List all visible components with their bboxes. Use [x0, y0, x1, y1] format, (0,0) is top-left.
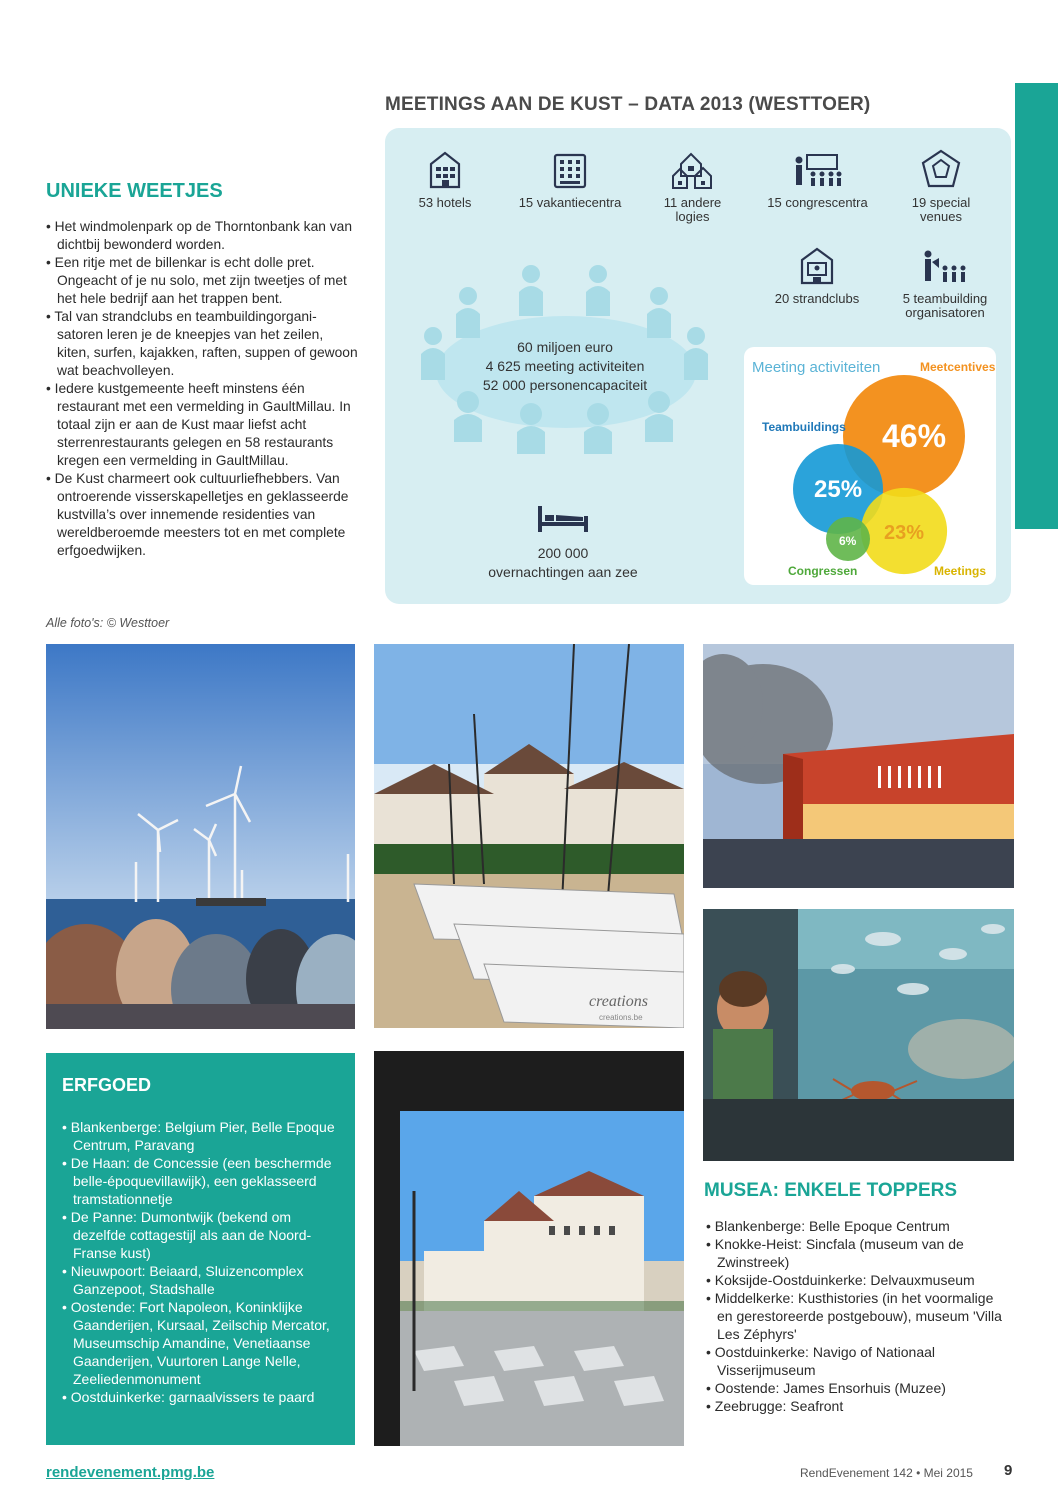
boat-brand-url: creations.be [599, 1013, 643, 1022]
weetjes-list [46, 218, 358, 560]
beach-club-icon [799, 246, 835, 286]
list-item: • De Kust charmeert ook cultuurliefhebbers. Van ontroerende visserskapelletjes en geklasseerde kustvilla’s over innemende residenties van wereldberoemde meesters tot en met complete erfgoedwijken. [46, 471, 349, 558]
erfgoed-title: ERFGOED [62, 1075, 152, 1095]
stat-hotels: 53 hotels [405, 150, 485, 210]
meeting-activities-chart-box [744, 347, 996, 585]
list-item: • Oostende: Fort Napoleon, Koninklijke Gaanderijen, Kursaal, Zeilschip Mercator, Museumschip Amandine, Venetiaanse Gaanderijen, Vuurtoren Lange Nelle, Zeeliedenmonument [62, 1299, 330, 1387]
list-item: • Iedere kustgemeente heeft minstens één restaurant met een vermelding in GaultMillau. In totaal zijn er aan de Kust maar liefst acht sterrenrestaurants gelegen en 58 restaurants kregen een vermelding in GaultMillau. [46, 381, 351, 468]
overnight-label: overnachtingen aan zee [488, 564, 638, 580]
value-label-teambuildings: 25% [814, 476, 863, 503]
stat-vakantiecentra: 15 vakantiecentra [515, 152, 625, 210]
congress-icon [793, 152, 843, 190]
list-item: • Oostduinkerke: Navigo of Nationaal Visserijmuseum [706, 1344, 936, 1378]
list-item: • Blankenberge: Belle Epoque Centrum [706, 1218, 950, 1234]
overnight-number: 200 000 [537, 545, 589, 561]
value-label-meetings: 23% [884, 522, 925, 544]
photo-red-building [703, 644, 1014, 888]
erfgoed-box [46, 1053, 355, 1445]
bed-icon [536, 504, 590, 534]
list-item: • Knokke-Heist: Sincfala (museum van de Zwinstreek) [706, 1236, 964, 1270]
page-number: 9 [1004, 1462, 1013, 1479]
list-item: • Tal van strandclubs en teambuildingorganisatoren leren je de kneepjes van het zeilen, kiten, surfen, kajakken, raften, suppen of gewoon wat beachvolleyen. [46, 309, 358, 378]
stat-andere-logies: 11 andere logies [655, 146, 730, 224]
teambuilding-icon [921, 248, 969, 286]
stat-special-venues: 19 special venues [900, 148, 982, 224]
teal-side-tab [1015, 83, 1058, 529]
meeting-activities-chart [744, 347, 996, 585]
list-item: • Middelkerke: Kusthistories (in het voormalige en gerestoreerde postgebouw), museum 'Villa Les Zéphyrs' [706, 1290, 1002, 1342]
list-item: • Een ritje met de billenkar is echt dolle pret. Ongeacht of je nu solo, met zijn tweetjes of met het hele bedrijf aan het trappen bent. [46, 255, 347, 306]
houses-icon [671, 146, 715, 190]
footer-url-link[interactable]: rendevenement.pmg.be [46, 1464, 215, 1481]
list-item: • De Panne: Dumontwijk (bekend om dezelfde cottagestijl als aan de Noord-Franse kust) [62, 1209, 312, 1261]
list-item: • Blankenberge: Belgium Pier, Belle Epoque Centrum, Paravang [62, 1119, 335, 1153]
list-item: • Het windmolenpark op de Thorntonbank kan van dichtbij bewonderd worden. [46, 219, 352, 252]
list-item: • Zeebrugge: Seafront [706, 1398, 844, 1414]
musea-title: MUSEA: ENKELE TOPPERS [704, 1180, 958, 1201]
infographic-title: MEETINGS AAN DE KUST – DATA 2013 (WESTTOER) [385, 94, 871, 115]
series-label-meetings: Meetings [934, 564, 987, 578]
chart-title: Meeting activiteiten [752, 359, 881, 376]
hotel-icon [428, 150, 462, 190]
stat-teambuilding: 5 teambuilding organisatoren [895, 248, 995, 320]
erfgoed-list [62, 1118, 339, 1406]
stat-strandclubs: 20 strandclubs [772, 246, 862, 306]
list-item: • De Haan: de Concessie (een beschermde belle-époquevillawijk), een geklasseerd tramstationnetje [62, 1155, 332, 1207]
series-label-teambuildings: Teambuildings [762, 420, 846, 434]
overnight-stat [478, 504, 648, 582]
list-item: • Nieuwpoort: Beiaard, Sluizencomplex Ganzepoot, Stadshalle [62, 1263, 304, 1297]
holiday-center-icon [552, 152, 588, 190]
series-label-congressen: Congressen [788, 564, 858, 578]
photo-credit: Alle foto's: © Westtoer [46, 616, 170, 630]
photo-windmills [46, 644, 355, 1029]
photo-square [374, 1051, 684, 1446]
photo-aquarium [703, 909, 1014, 1161]
boat-brand-text: creations [589, 993, 648, 1010]
value-label-meetcentives: 46% [882, 418, 947, 454]
weetjes-title: UNIEKE WEETJES [46, 180, 223, 202]
list-item: • Oostduinkerke: garnaalvissers te paard [62, 1389, 315, 1405]
table-line-budget: 60 miljoen euro [517, 339, 613, 355]
table-line-capacity: 52 000 personencapaciteit [482, 377, 648, 393]
pentagon-venue-icon [919, 148, 963, 190]
list-item: • Koksijde-Oostduinkerke: Delvauxmuseum [706, 1272, 975, 1288]
musea-list [706, 1217, 1006, 1415]
footer-magazine: RendEvenement 142 • Mei 2015 [800, 1466, 973, 1480]
list-item: • Oostende: James Ensorhuis (Muzee) [706, 1380, 946, 1396]
photo-harbour [374, 644, 684, 1028]
table-line-activities: 4 625 meeting activiteiten [485, 358, 645, 374]
stat-congrescentra: 15 congrescentra [760, 152, 875, 210]
meeting-table-figures [480, 338, 650, 395]
series-label-meetcentives: Meetcentives [920, 360, 996, 374]
value-label-congressen: 6% [839, 534, 857, 548]
